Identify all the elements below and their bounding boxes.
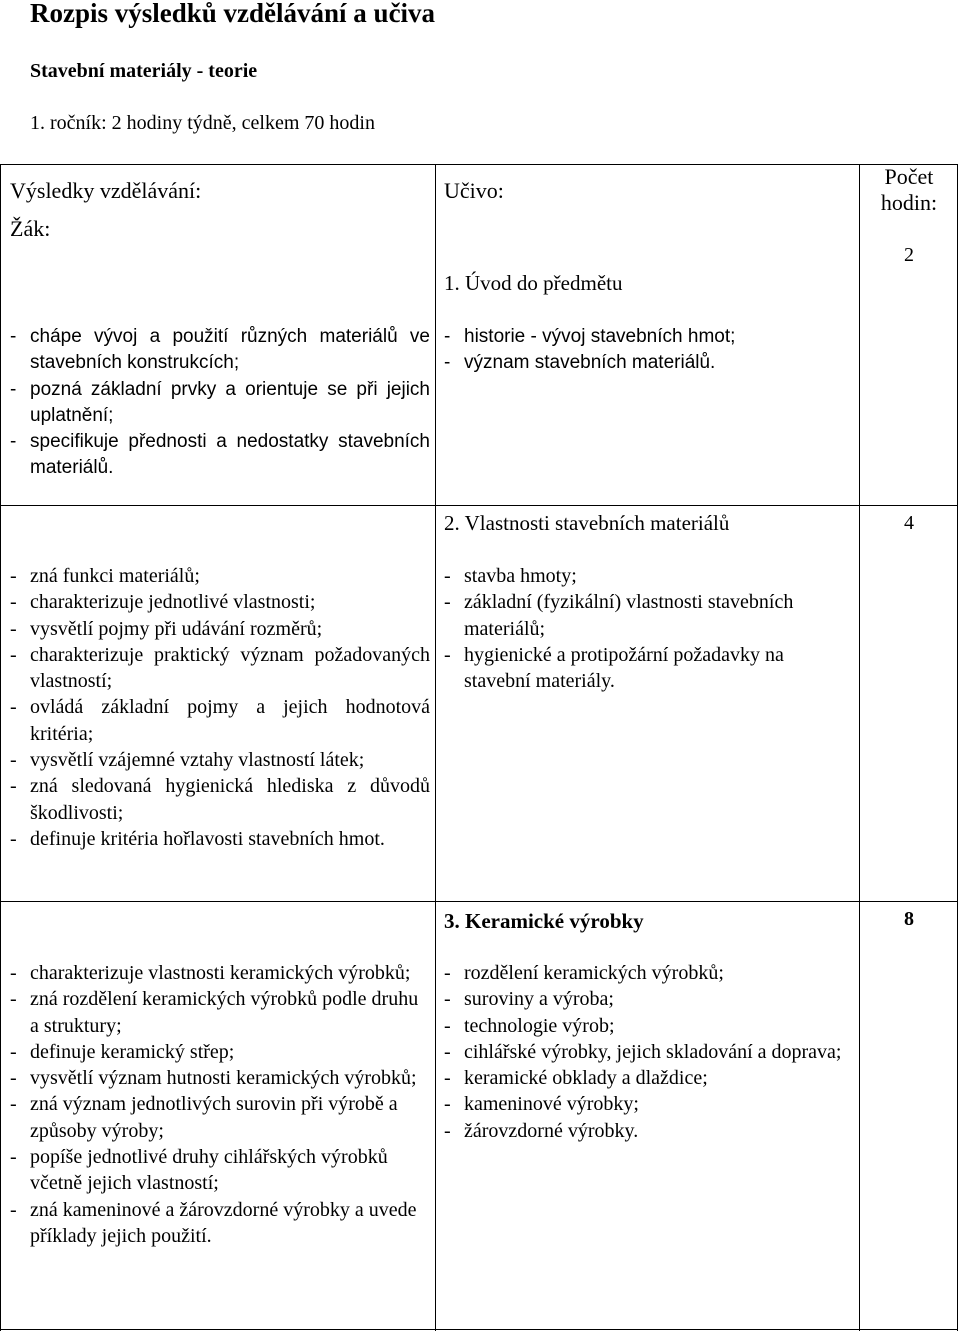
list-item: - charakterizuje praktický význam požadovaných vlastností; [8, 642, 430, 695]
list-item: - pozná základní prvky a orientuje se při jejich uplatnění; [8, 377, 430, 430]
list-item: - charakterizuje vlastnosti keramických výrobků; [8, 960, 430, 986]
list-item: - rozdělení keramických výrobků; [442, 960, 854, 986]
list-item: - význam stavebních materiálů. [442, 350, 852, 376]
section-3-outcomes [8, 960, 430, 1249]
list-item: - zná sledovaná hygienická hlediska z důvodů škodlivosti; [8, 773, 430, 826]
list-item: - charakterizuje jednotlivé vlastnosti; [8, 589, 430, 615]
list-item: - historie - vývoj stavebních hmot; [442, 324, 852, 350]
section-1-hours: 2 [904, 244, 914, 266]
list-item: - technologie výrob; [442, 1013, 854, 1039]
section-2-hours: 4 [904, 512, 914, 534]
list-item: - popíše jednotlivé druhy cihlářských výrobků včetně jejich vlastností; [8, 1144, 430, 1197]
outcomes-header: Výsledky vzdělávání: [10, 178, 202, 203]
hours-header-line2: hodin: [880, 190, 938, 215]
list-item: - kameninové výrobky; [442, 1091, 854, 1117]
section-2-content [442, 563, 854, 694]
document-title: Rozpis výsledků vzdělávání a učiva [30, 0, 436, 28]
table-border-bottom [0, 1329, 958, 1330]
section-1-content [442, 324, 852, 377]
list-item: - chápe vývoj a použití různých materiálů ve stavebních konstrukcích; [8, 324, 430, 377]
list-item: - definuje keramický střep; [8, 1039, 430, 1065]
section-3-hours: 8 [904, 908, 914, 930]
table-border-right [957, 164, 958, 1331]
table-border-left [0, 164, 1, 1331]
subject-title: Stavební materiály - teorie [30, 60, 258, 82]
section-3-content [442, 960, 854, 1144]
section-2-title: 2. Vlastnosti stavebních materiálů [444, 511, 730, 535]
list-item: - vysvětlí význam hutnosti keramických výrobků; [8, 1065, 430, 1091]
student-label: Žák: [10, 216, 51, 241]
list-item: - definuje kritéria hořlavosti stavebních hmot. [8, 826, 430, 852]
content-header: Učivo: [444, 178, 504, 203]
list-item: - stavba hmoty; [442, 563, 854, 589]
list-item: - žárovzdorné výrobky. [442, 1118, 854, 1144]
table-border-top [0, 164, 958, 165]
list-item: - zná funkci materiálů; [8, 563, 430, 589]
list-item: - zná rozdělení keramických výrobků podle druhu a struktury; [8, 986, 430, 1039]
section-divider-1 [0, 505, 958, 506]
column-divider-content-hours [859, 164, 860, 1331]
list-item: - hygienické a protipožární požadavky na stavební materiály. [442, 642, 854, 695]
section-2-outcomes [8, 563, 430, 852]
section-1-outcomes [8, 324, 430, 482]
list-item: - cihlářské výrobky, jejich skladování a doprava; [442, 1039, 854, 1065]
year-info: 1. ročník: 2 hodiny týdně, celkem 70 hodin [30, 112, 375, 134]
hours-header [862, 164, 956, 216]
list-item: - keramické obklady a dlaždice; [442, 1065, 854, 1091]
list-item: - základní (fyzikální) vlastnosti stavebních materiálů; [442, 589, 854, 642]
list-item: - vysvětlí vzájemné vztahy vlastností látek; [8, 747, 430, 773]
hours-header-line1: Počet [884, 164, 934, 189]
list-item: - specifikuje přednosti a nedostatky stavebních materiálů. [8, 429, 430, 482]
section-divider-2 [0, 901, 958, 902]
list-item: - ovládá základní pojmy a jejich hodnotová kritéria; [8, 694, 430, 747]
list-item: - vysvětlí pojmy při udávání rozměrů; [8, 616, 430, 642]
section-1-title: 1. Úvod do předmětu [444, 271, 623, 295]
list-item: - zná význam jednotlivých surovin při výrobě a způsoby výroby; [8, 1091, 430, 1144]
list-item: - zná kameninové a žárovzdorné výrobky a uvede příklady jejich použití. [8, 1197, 430, 1250]
section-3-title: 3. Keramické výrobky [444, 909, 644, 933]
list-item: - suroviny a výroba; [442, 986, 854, 1012]
column-divider-outcomes-content [435, 164, 436, 1331]
